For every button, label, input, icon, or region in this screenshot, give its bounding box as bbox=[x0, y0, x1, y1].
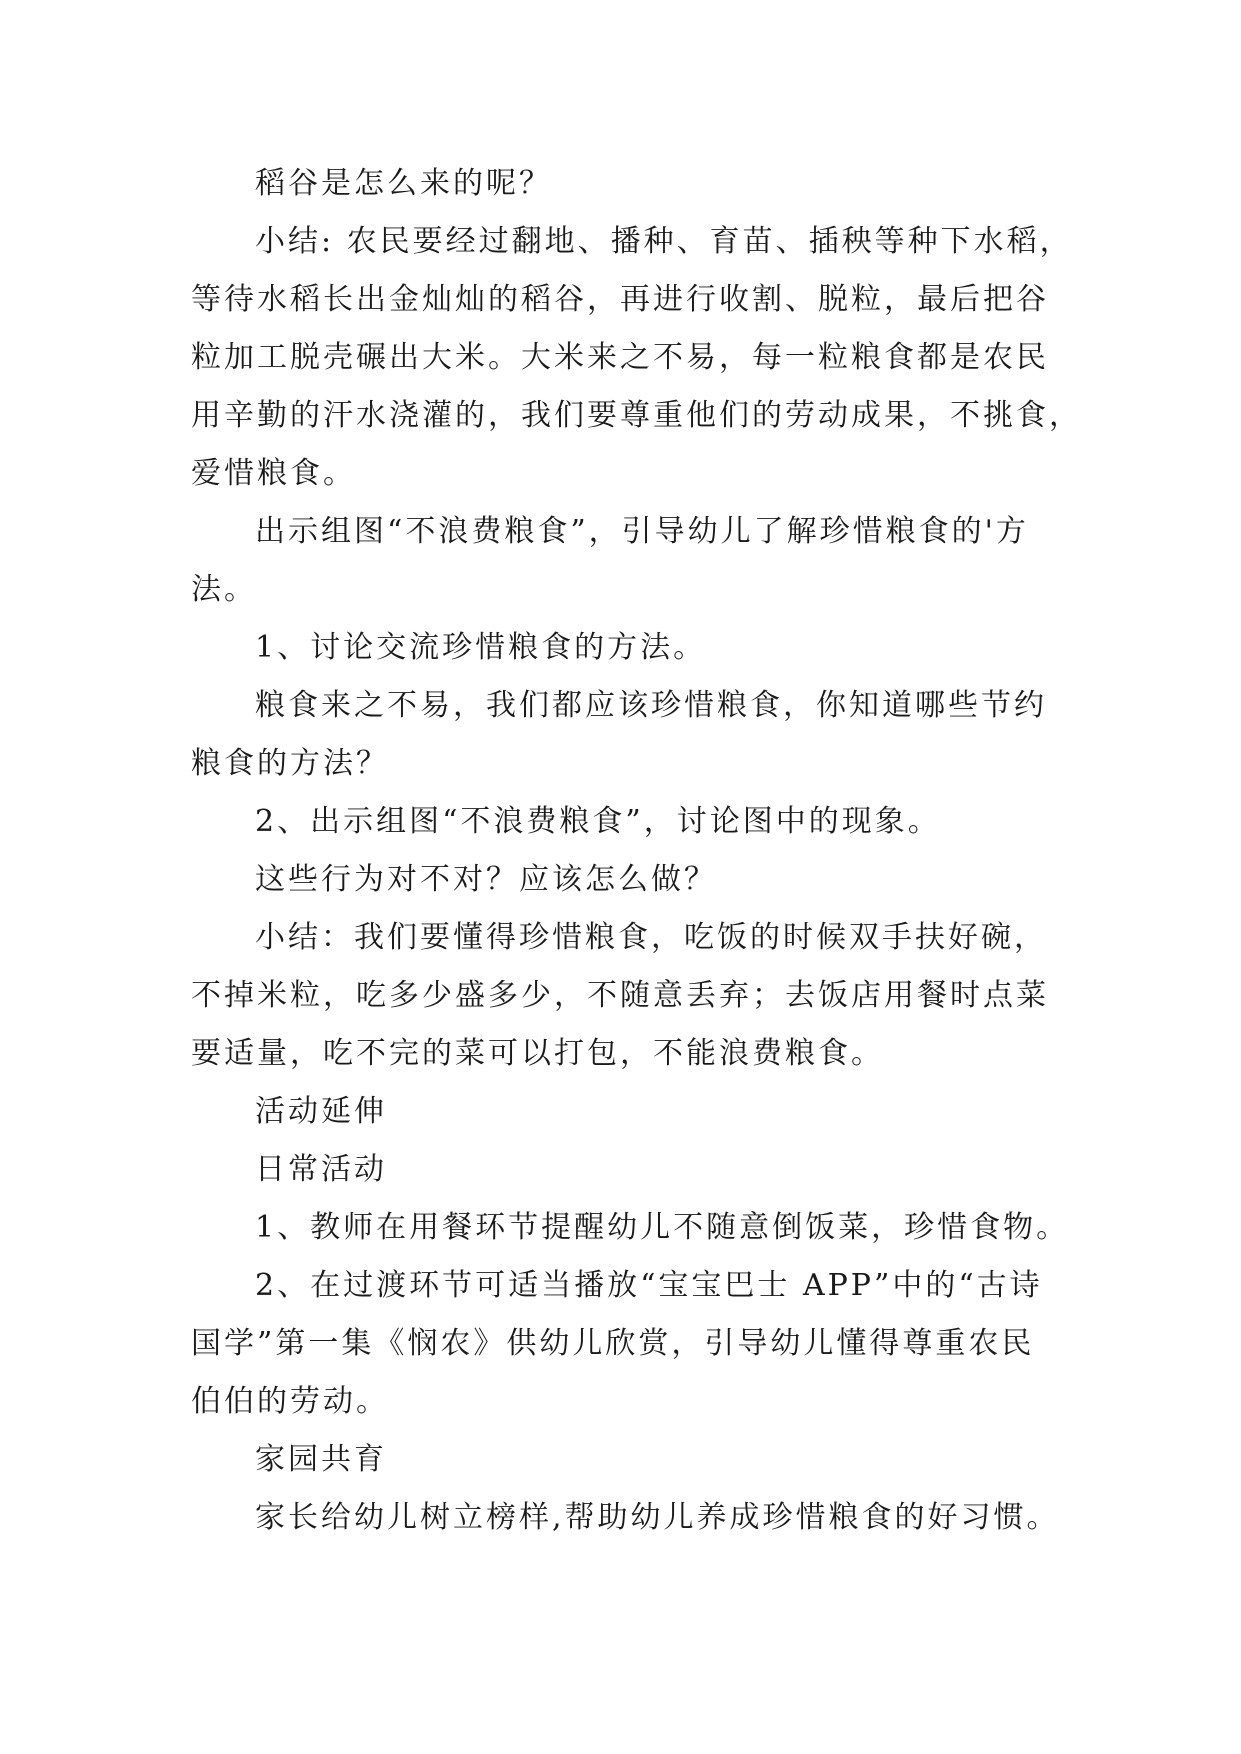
paragraph-line: 2、出示组图“不浪费粮食”，讨论图中的现象。 bbox=[255, 804, 941, 839]
paragraph-line: 小结: 农民要经过翻地、播种、育苗、插秧等种下水稻， bbox=[255, 224, 1073, 259]
paragraph bbox=[191, 1431, 1091, 1489]
paragraph-line: 1、教师在用餐环节提醒幼儿不随意倒饭菜，珍惜食物。 bbox=[255, 1210, 1070, 1245]
paragraph-line: 等待水稻长出金灿灿的稻谷，再进行收割、脱粒，最后把谷 bbox=[191, 282, 1049, 317]
paragraph bbox=[191, 1257, 1091, 1431]
paragraph bbox=[191, 1199, 1091, 1257]
paragraph-line: 2、在过渡环节可适当播放“宝宝巴士 APP”中的“古诗 bbox=[255, 1268, 1043, 1303]
paragraph-line: 出示组图“不浪费粮食”，引导幼儿了解珍惜粮食的'方 bbox=[255, 514, 1029, 549]
paragraph bbox=[191, 619, 1091, 677]
paragraph-line: 活动延伸 bbox=[255, 1094, 387, 1129]
paragraph-line: 国学”第一集《悯农》供幼儿欣赏，引导幼儿懂得尊重农民 bbox=[191, 1326, 1035, 1361]
paragraph-line: 日常活动 bbox=[255, 1152, 387, 1187]
paragraph-line: 用辛勤的汗水浇灌的，我们要尊重他们的劳动成果，不挑食， bbox=[191, 398, 1082, 433]
paragraph-line: 法。 bbox=[191, 572, 257, 607]
paragraph bbox=[191, 909, 1091, 1083]
paragraph bbox=[191, 1083, 1091, 1141]
document-body bbox=[191, 155, 1091, 1547]
paragraph bbox=[191, 503, 1091, 619]
paragraph bbox=[191, 793, 1091, 851]
paragraph-line: 粮食来之不易，我们都应该珍惜粮食，你知道哪些节约 bbox=[255, 688, 1047, 723]
paragraph-line: 家长给幼儿树立榜样,帮助幼儿养成珍惜粮食的好习惯。 bbox=[255, 1500, 1060, 1535]
paragraph-line: 要适量，吃不完的菜可以打包，不能浪费粮食。 bbox=[191, 1036, 884, 1071]
paragraph bbox=[191, 677, 1091, 793]
paragraph-line: 1、讨论交流珍惜粮食的方法。 bbox=[255, 630, 707, 665]
paragraph-line: 粮食的方法？ bbox=[191, 746, 389, 781]
paragraph bbox=[191, 1489, 1091, 1547]
paragraph-line: 伯伯的劳动。 bbox=[191, 1384, 389, 1419]
paragraph-line: 这些行为对不对？应该怎么做？ bbox=[255, 862, 717, 897]
paragraph-line: 稻谷是怎么来的呢？ bbox=[255, 166, 552, 201]
paragraph-line: 小结：我们要懂得珍惜粮食，吃饭的时候双手扶好碗， bbox=[255, 920, 1047, 955]
paragraph-line: 粒加工脱壳碾出大米。大米来之不易，每一粒粮食都是农民 bbox=[191, 340, 1049, 375]
paragraph bbox=[191, 213, 1091, 503]
paragraph-line: 家园共育 bbox=[255, 1442, 387, 1477]
paragraph-line: 爱惜粮食。 bbox=[191, 456, 356, 491]
paragraph bbox=[191, 155, 1091, 213]
paragraph bbox=[191, 851, 1091, 909]
paragraph-line: 不掉米粒，吃多少盛多少，不随意丢弃；去饭店用餐时点菜 bbox=[191, 978, 1049, 1013]
paragraph bbox=[191, 1141, 1091, 1199]
